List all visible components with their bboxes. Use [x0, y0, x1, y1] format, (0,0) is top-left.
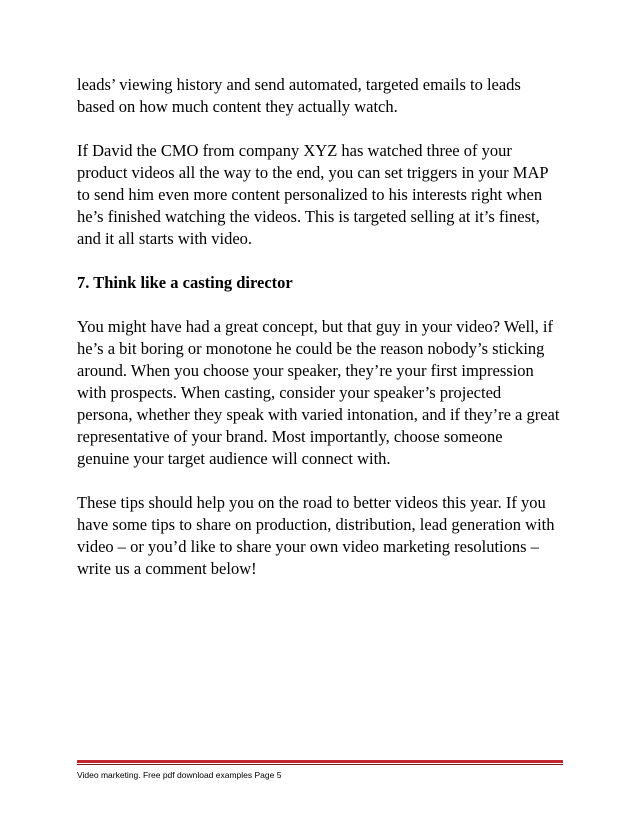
- footer-rule-secondary: [77, 764, 563, 765]
- text-line: You might have had a great concept, but that guy in your video? Well, if: [77, 317, 554, 336]
- text-line: and it all starts with video.: [77, 229, 253, 248]
- text-line: product videos all the way to the end, you can set triggers in your MAP: [77, 163, 549, 182]
- paragraph-casting: [77, 316, 567, 470]
- text-line: around. When you choose your speaker, they’re your first impression: [77, 361, 534, 380]
- text-line: representative of your brand. Most importantly, choose someone: [77, 427, 503, 446]
- footer-rule: [77, 760, 563, 763]
- text-line: he’s finished watching the videos. This is targeted selling at it’s finest,: [77, 207, 540, 226]
- text-line: with prospects. When casting, consider your speaker’s projected: [77, 383, 502, 402]
- text-line: genuine your target audience will connect with.: [77, 449, 391, 468]
- text-line: video – or you’d like to share your own video marketing resolutions –: [77, 537, 539, 556]
- text-line: have some tips to share on production, distribution, lead generation with: [77, 515, 555, 534]
- text-line: persona, whether they speak with varied intonation, and if they’re a great: [77, 405, 560, 424]
- text-line: These tips should help you on the road to better videos this year. If you: [77, 493, 546, 512]
- page-footer: Video marketing. Free pdf download examples Page 5: [77, 770, 282, 780]
- section-heading: 7. Think like a casting director: [77, 273, 293, 292]
- text-line: to send him even more content personalized to his interests right when: [77, 185, 543, 204]
- page-content: [77, 74, 567, 602]
- paragraph-targeted-selling: [77, 140, 567, 250]
- paragraph-video-tracking: [77, 74, 567, 118]
- text-line: If David the CMO from company XYZ has watched three of your: [77, 141, 512, 160]
- paragraph-closing: [77, 492, 567, 580]
- text-line: write us a comment below!: [77, 559, 257, 578]
- text-line: based on how much content they actually watch.: [77, 97, 398, 116]
- text-line: leads’ viewing history and send automated, targeted emails to leads: [77, 75, 521, 94]
- text-line: he’s a bit boring or monotone he could be the reason nobody’s sticking: [77, 339, 545, 358]
